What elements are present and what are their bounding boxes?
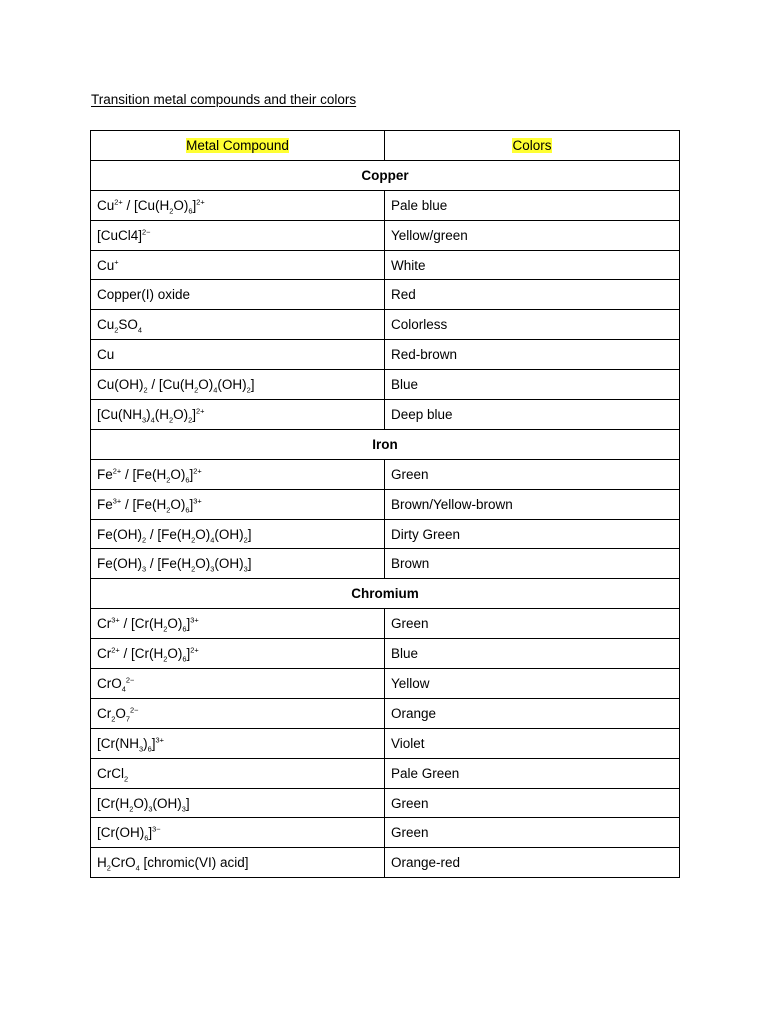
document-title: Transition metal compounds and their colors — [91, 92, 357, 107]
color-cell: Green — [385, 818, 680, 848]
color-cell: Yellow — [385, 669, 680, 699]
color-cell: Colorless — [385, 310, 680, 340]
color-cell: Pale blue — [385, 190, 680, 220]
color-cell: Yellow/green — [385, 220, 680, 250]
compound-cell: $[Cr(OH)_6]^{3-}$ — [91, 818, 385, 848]
header-label-compound: Metal Compound — [186, 137, 289, 153]
compound-cell: CrO$_4^{2-}$ — [91, 669, 385, 699]
color-cell: Green — [385, 459, 680, 489]
compound-cell: $Cr^{2+} / [Cr(H_2O)_6]^{2+}$ — [91, 639, 385, 669]
compound-cell: Cu+ — [91, 250, 385, 280]
color-cell: Green — [385, 788, 680, 818]
table-row — [91, 220, 680, 250]
color-cell: Dirty Green — [385, 519, 680, 549]
table-row — [91, 788, 680, 818]
table-row — [91, 549, 680, 579]
compound-cell: $Cu_2SO_4$ — [91, 310, 385, 340]
compound-cell: $Fe(OH)_3 / [Fe(H_2O)_3(OH)_3]$ — [91, 549, 385, 579]
color-cell: Red — [385, 280, 680, 310]
table-header-row — [91, 131, 680, 161]
color-cell: Green — [385, 609, 680, 639]
color-cell: Violet — [385, 728, 680, 758]
table-row — [91, 698, 680, 728]
compound-cell: $Fe(OH)_2 / [Fe(H_2O)_4(OH)_2]$ — [91, 519, 385, 549]
table-row — [91, 340, 680, 370]
compound-cell: $Cr^{3+} / [Cr(H_2O)_6]^{3+}$ — [91, 609, 385, 639]
table-row — [91, 400, 680, 430]
color-cell: Blue — [385, 639, 680, 669]
table-row — [91, 190, 680, 220]
table-row — [91, 669, 680, 699]
color-cell: Orange — [385, 698, 680, 728]
compound-cell: CrCl$_2$ — [91, 758, 385, 788]
table-row — [91, 848, 680, 878]
table-row — [91, 728, 680, 758]
compound-cell: $H_2CrO_4$ [chromic(VI) acid] — [91, 848, 385, 878]
table-row — [91, 280, 680, 310]
compound-cell: $Cu(OH)_2 / [Cu(H_2O)_4(OH)_2]$ — [91, 370, 385, 400]
section-heading: Iron — [91, 429, 680, 459]
table-row — [91, 250, 680, 280]
color-cell: Pale Green — [385, 758, 680, 788]
table-row — [91, 310, 680, 340]
header-cell-compound — [91, 131, 385, 161]
section-heading: Chromium — [91, 579, 680, 609]
header-label-colors: Colors — [512, 137, 552, 153]
header-cell-colors — [385, 131, 680, 161]
color-cell: Brown — [385, 549, 680, 579]
table-row — [91, 519, 680, 549]
compound-cell: $Cu^{2+} / [Cu(H_2O)_6]^{2+}$ — [91, 190, 385, 220]
section-row-iron — [91, 429, 680, 459]
compound-cell: $[Cr(H_2O)_3(OH)_3]$ — [91, 788, 385, 818]
color-cell: Blue — [385, 370, 680, 400]
table-row — [91, 489, 680, 519]
compound-cell: $Fe^{3+} / [Fe(H_2O)_6]^{3+}$ — [91, 489, 385, 519]
compound-cell: $[Cu(NH_3)_4(H_2O)_2]^{2+}$ — [91, 400, 385, 430]
table-row — [91, 639, 680, 669]
compound-cell: $Fe^{2+} / [Fe(H_2O)_6]^{2+}$ — [91, 459, 385, 489]
table-body — [91, 131, 680, 878]
compound-cell: Copper(I) oxide — [91, 280, 385, 310]
compound-cell: [CuCl4]$^{2-}$ — [91, 220, 385, 250]
color-cell: White — [385, 250, 680, 280]
color-cell: Red-brown — [385, 340, 680, 370]
section-row-chromium — [91, 579, 680, 609]
color-cell: Deep blue — [385, 400, 680, 430]
compound-cell: Cu — [91, 340, 385, 370]
compound-cell: $[Cr(NH_3)_6]^{3+}$ — [91, 728, 385, 758]
color-cell: Orange-red — [385, 848, 680, 878]
section-heading: Copper — [91, 160, 680, 190]
color-cell: Brown/Yellow-brown — [385, 489, 680, 519]
section-row-copper — [91, 160, 680, 190]
table-row — [91, 758, 680, 788]
compound-cell: $Cr_2O_7^{2-}$ — [91, 698, 385, 728]
compound-color-table — [90, 130, 680, 878]
table-row — [91, 609, 680, 639]
table-row — [91, 370, 680, 400]
table-row — [91, 459, 680, 489]
table-row — [91, 818, 680, 848]
